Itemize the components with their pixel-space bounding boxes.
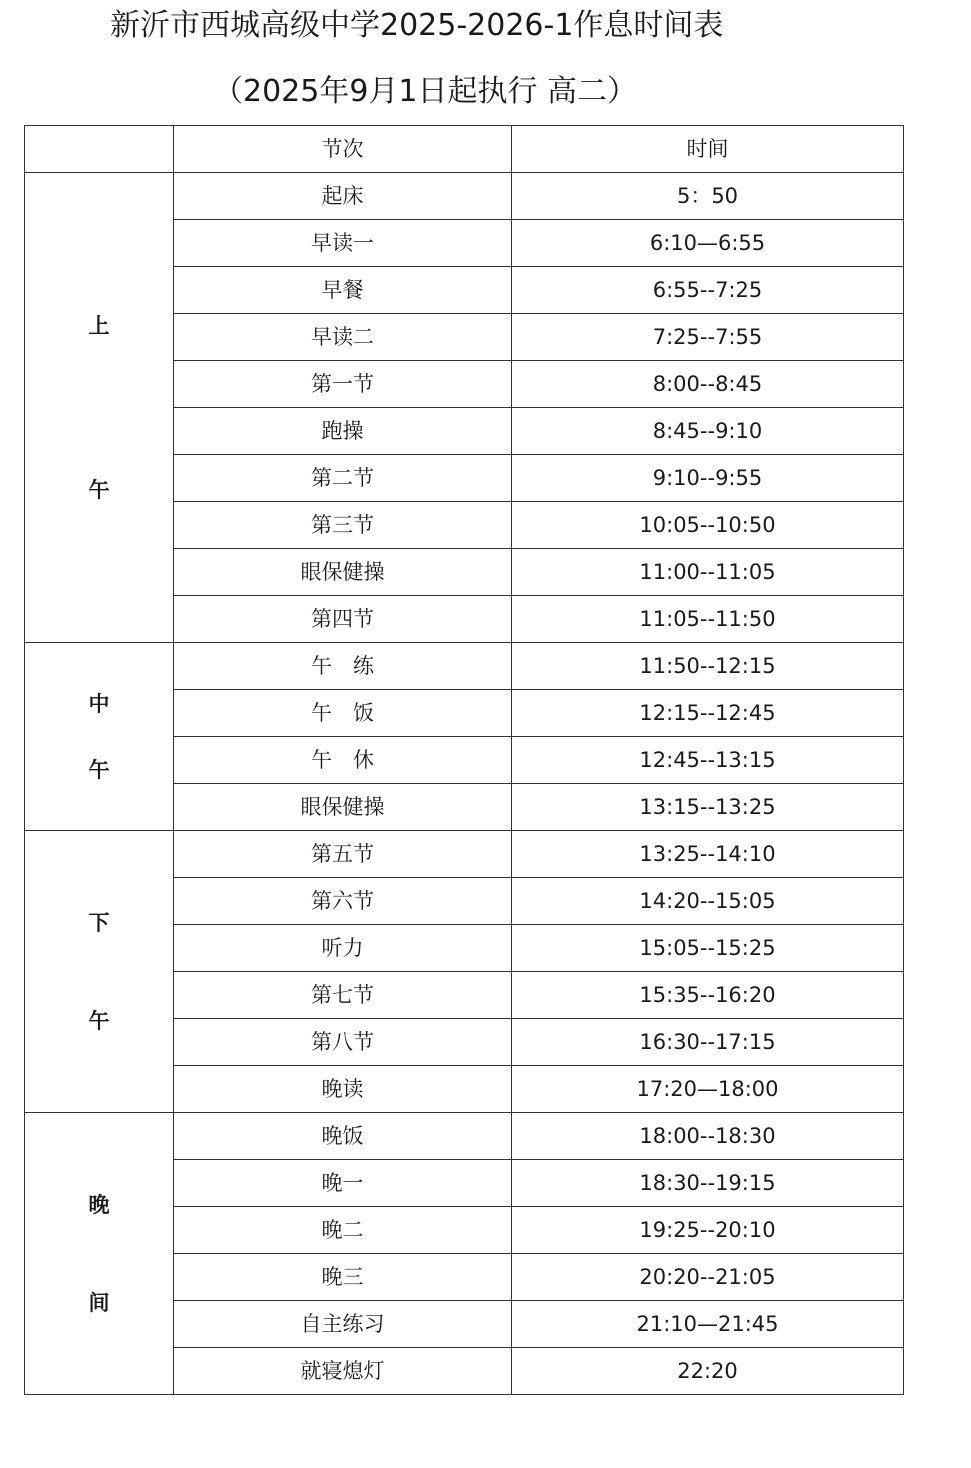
- time-cell: 21:10—21:45: [512, 1301, 904, 1348]
- item-cell: 自主练习: [174, 1301, 512, 1348]
- time-cell: 8:00--8:45: [512, 361, 904, 408]
- time-cell: 11:05--11:50: [512, 596, 904, 643]
- time-cell: 8:45--9:10: [512, 408, 904, 455]
- period-char: 午: [88, 1008, 110, 1033]
- period-char: 晚: [88, 1192, 110, 1217]
- time-cell: 11:00--11:05: [512, 549, 904, 596]
- schedule-table: [24, 125, 904, 1395]
- page-title: 新沂市西城高级中学2025-2026-1作息时间表: [110, 8, 724, 43]
- time-cell: 12:45--13:15: [512, 737, 904, 784]
- item-cell: 第二节: [174, 455, 512, 502]
- table-row: [25, 643, 904, 690]
- item-cell: 眼保健操: [174, 549, 512, 596]
- period-char: 下: [88, 910, 110, 935]
- time-cell: 13:25--14:10: [512, 831, 904, 878]
- period-char: 上: [88, 313, 110, 338]
- item-cell: 第四节: [174, 596, 512, 643]
- period-char: 间: [88, 1290, 110, 1315]
- header-time: 时间: [512, 126, 904, 173]
- period-char: 午: [88, 757, 110, 782]
- item-cell: 听力: [174, 925, 512, 972]
- item-cell: 第五节: [174, 831, 512, 878]
- time-cell: 9:10--9:55: [512, 455, 904, 502]
- table-row: [25, 173, 904, 220]
- table-header-row: [25, 126, 904, 173]
- item-cell: 第六节: [174, 878, 512, 925]
- item-cell: 晚二: [174, 1207, 512, 1254]
- time-cell: 22:20: [512, 1348, 904, 1395]
- period-label-afternoon: [25, 831, 174, 1113]
- table-row: [25, 1113, 904, 1160]
- time-cell: 19:25--20:10: [512, 1207, 904, 1254]
- item-cell: 早读一: [174, 220, 512, 267]
- item-cell: 第七节: [174, 972, 512, 1019]
- time-cell: 15:35--16:20: [512, 972, 904, 1019]
- time-cell: 17:20—18:00: [512, 1066, 904, 1113]
- item-cell: 晚饭: [174, 1113, 512, 1160]
- item-cell: 晚一: [174, 1160, 512, 1207]
- item-cell: 晚三: [174, 1254, 512, 1301]
- period-label-noon: [25, 643, 174, 831]
- item-cell: 第三节: [174, 502, 512, 549]
- item-cell: 第八节: [174, 1019, 512, 1066]
- item-cell: 就寝熄灯: [174, 1348, 512, 1395]
- item-cell: 眼保健操: [174, 784, 512, 831]
- item-cell: 跑操: [174, 408, 512, 455]
- time-cell: 15:05--15:25: [512, 925, 904, 972]
- time-cell: 20:20--21:05: [512, 1254, 904, 1301]
- time-cell: 7:25--7:55: [512, 314, 904, 361]
- item-cell: 早读二: [174, 314, 512, 361]
- time-cell: 5：50: [512, 173, 904, 220]
- time-cell: 14:20--15:05: [512, 878, 904, 925]
- time-cell: 11:50--12:15: [512, 643, 904, 690]
- header-blank-cell: [25, 126, 174, 173]
- page-subtitle: （2025年9月1日起执行 高二）: [213, 74, 638, 109]
- time-cell: 6:10—6:55: [512, 220, 904, 267]
- time-cell: 13:15--13:25: [512, 784, 904, 831]
- item-cell: 午 休: [174, 737, 512, 784]
- header-item: 节次: [174, 126, 512, 173]
- time-cell: 6:55--7:25: [512, 267, 904, 314]
- item-cell: 午 练: [174, 643, 512, 690]
- item-cell: 晚读: [174, 1066, 512, 1113]
- time-cell: 12:15--12:45: [512, 690, 904, 737]
- time-cell: 10:05--10:50: [512, 502, 904, 549]
- item-cell: 起床: [174, 173, 512, 220]
- time-cell: 18:30--19:15: [512, 1160, 904, 1207]
- time-cell: 16:30--17:15: [512, 1019, 904, 1066]
- time-cell: 18:00--18:30: [512, 1113, 904, 1160]
- period-char: 中: [88, 691, 110, 716]
- table-row: [25, 831, 904, 878]
- period-char: 午: [88, 477, 110, 502]
- period-label-morning: [25, 173, 174, 643]
- item-cell: 午 饭: [174, 690, 512, 737]
- item-cell: 第一节: [174, 361, 512, 408]
- item-cell: 早餐: [174, 267, 512, 314]
- period-label-evening: [25, 1113, 174, 1395]
